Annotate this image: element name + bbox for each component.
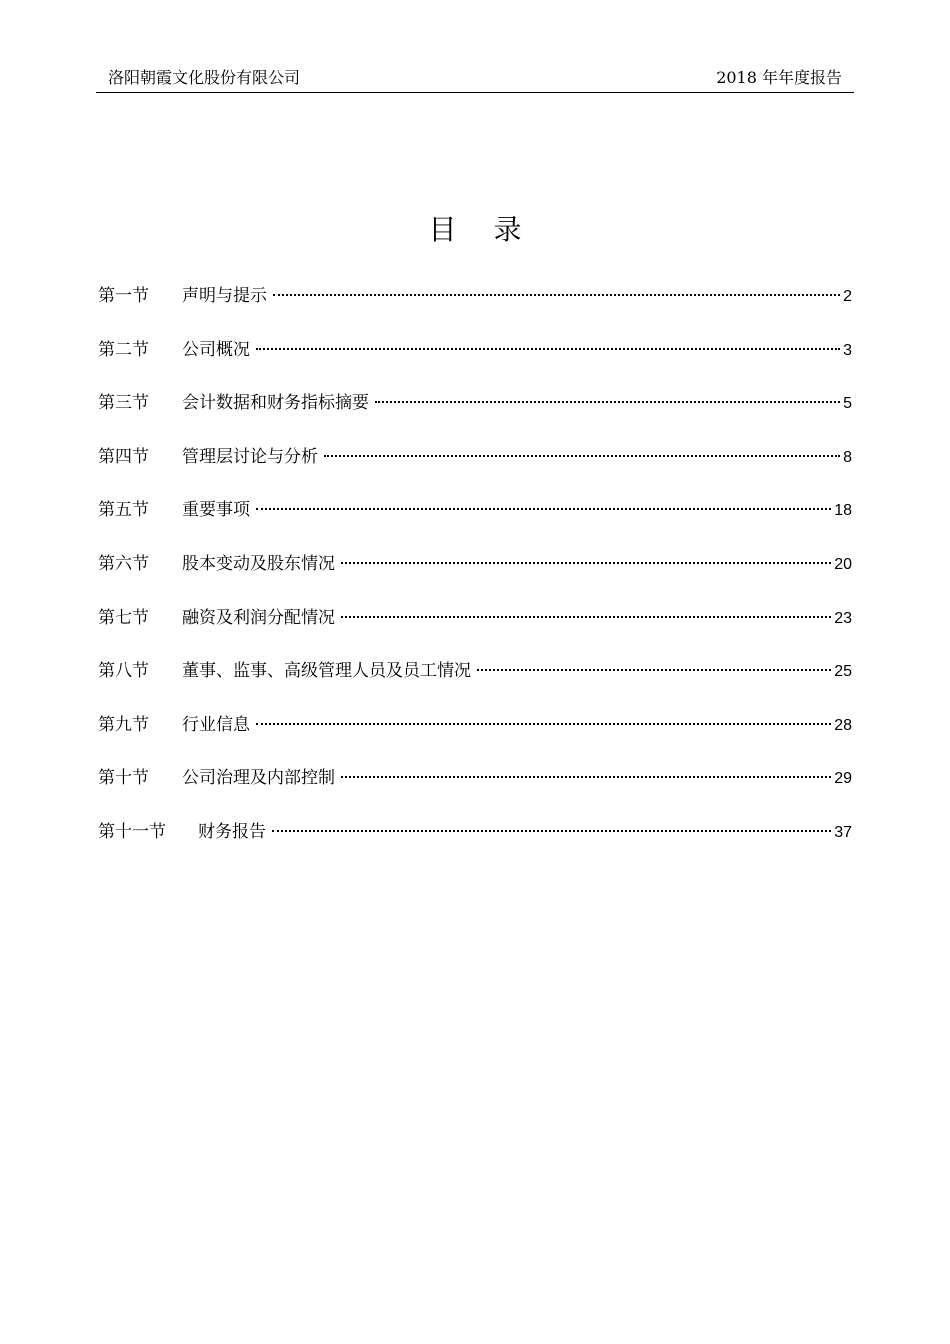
toc-leader-dots (341, 776, 831, 778)
toc-page-number: 37 (834, 823, 852, 841)
toc-leader-dots (256, 348, 840, 350)
toc-entry[interactable] (98, 389, 852, 417)
toc-section-number: 第三节 (98, 393, 149, 414)
header-company-name: 洛阳朝霞文化股份有限公司 (108, 68, 301, 87)
toc-entry[interactable] (98, 818, 852, 846)
header-report-name: 2018 年年度报告 (716, 68, 842, 87)
toc-page-number: 5 (843, 395, 852, 413)
toc-entry[interactable] (98, 443, 852, 471)
toc-page-number: 23 (834, 609, 852, 627)
toc-leader-dots (341, 562, 831, 564)
toc-leader-dots (273, 294, 840, 296)
toc-list (98, 282, 852, 872)
page-header (96, 64, 854, 93)
toc-section-title: 融资及利润分配情况 (182, 607, 335, 628)
toc-entry[interactable] (98, 496, 852, 524)
toc-section-title: 管理层讨论与分析 (182, 446, 318, 467)
toc-leader-dots (256, 723, 831, 725)
toc-leader-dots (477, 669, 831, 671)
toc-section-number: 第一节 (98, 286, 149, 306)
toc-section-title: 公司概况 (182, 339, 250, 360)
toc-section-number: 第四节 (98, 446, 149, 467)
toc-page-number: 29 (834, 770, 852, 788)
toc-leader-dots (272, 830, 831, 832)
toc-page-number: 25 (834, 663, 852, 681)
toc-section-number: 第九节 (98, 714, 149, 735)
toc-section-number: 第八节 (98, 661, 149, 682)
toc-section-number: 第五节 (98, 500, 149, 521)
toc-section-title: 财务报告 (198, 821, 266, 842)
toc-leader-dots (256, 508, 831, 510)
toc-leader-dots (341, 616, 831, 618)
toc-entry[interactable] (98, 282, 852, 310)
toc-page-number: 3 (843, 341, 852, 359)
toc-entry[interactable] (98, 657, 852, 685)
toc-entry[interactable] (98, 604, 852, 632)
toc-section-number: 第十一节 (98, 821, 166, 842)
toc-page-number: 8 (843, 448, 852, 466)
toc-entry[interactable] (98, 336, 852, 364)
toc-page-number: 18 (834, 502, 852, 520)
toc-page-number: 28 (834, 716, 852, 734)
toc-section-title: 公司治理及内部控制 (182, 768, 335, 789)
toc-title: 目 录 (428, 213, 536, 246)
toc-section-title: 重要事项 (182, 500, 250, 521)
toc-section-title: 董事、监事、高级管理人员及员工情况 (182, 661, 471, 682)
toc-entry[interactable] (98, 764, 852, 792)
toc-section-number: 第十节 (98, 768, 149, 789)
toc-section-title: 股本变动及股东情况 (182, 553, 335, 574)
toc-section-number: 第六节 (98, 553, 149, 574)
toc-entry[interactable] (98, 550, 852, 578)
toc-leader-dots (324, 455, 840, 457)
toc-section-title: 行业信息 (182, 714, 250, 735)
toc-leader-dots (375, 401, 840, 403)
toc-section-title: 会计数据和财务指标摘要 (182, 393, 369, 414)
toc-section-number: 第二节 (98, 339, 149, 360)
toc-entry[interactable] (98, 711, 852, 739)
toc-section-number: 第七节 (98, 607, 149, 628)
toc-page-number: 20 (834, 555, 852, 573)
toc-page-number: 2 (843, 288, 852, 305)
toc-section-title: 声明与提示 (182, 286, 267, 306)
